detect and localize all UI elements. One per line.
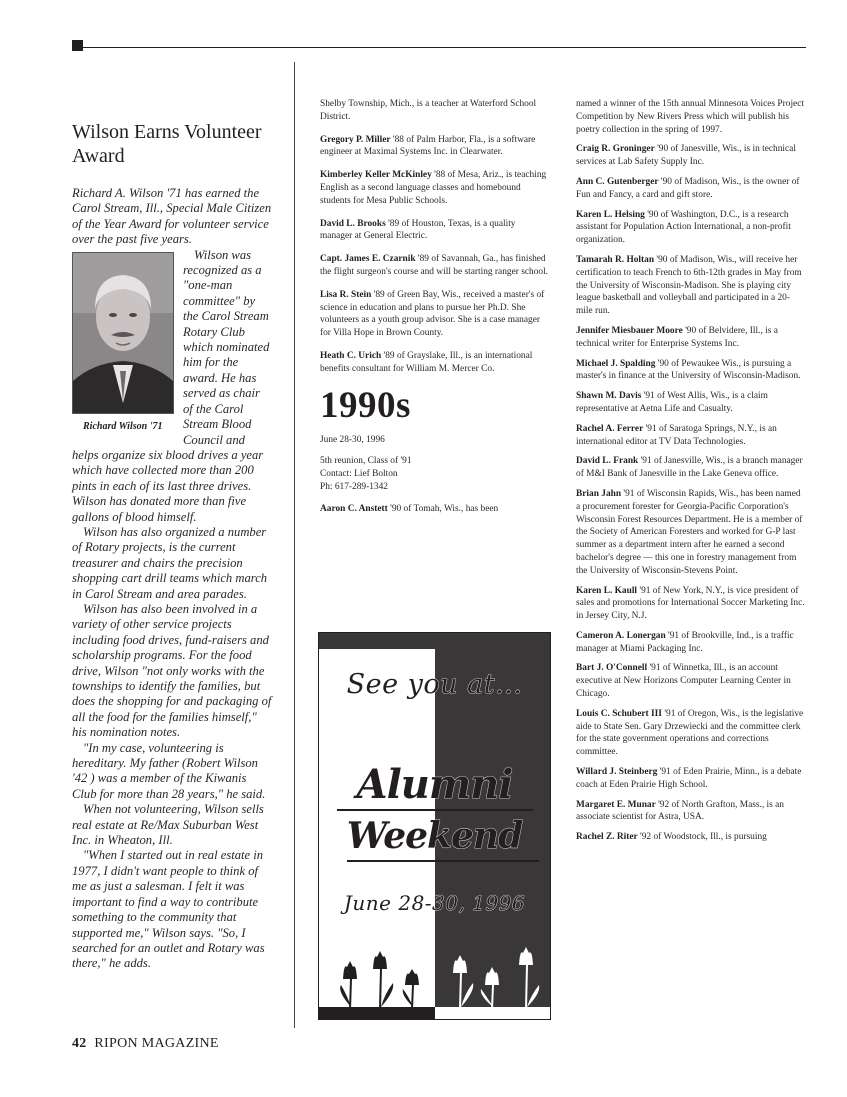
- class-note-entry: [576, 390, 806, 416]
- class-note-entry: [320, 289, 550, 340]
- note-text: '90 of Janesville, Wis., is in technical services at Lab Safety Supply Inc.: [576, 144, 796, 168]
- note-text: '91 of New York, N.Y., is vice president of sales and promotions for International Soccer Marketing Inc. in Jersey City, N.J.: [576, 585, 805, 622]
- portrait-image: [73, 253, 173, 413]
- alumnus-name: Capt. James E. Czarnik: [320, 254, 416, 265]
- reunion-dates: June 28-30, 1996: [320, 434, 385, 445]
- story-paragraph: "In my case, volunteering is hereditary. My father (Robert Wilson '42 ) was a member of the Kiwanis Club for more than 28 years," he said.: [72, 740, 266, 801]
- class-note-entry: [576, 630, 806, 656]
- top-rule-marker: [72, 40, 83, 51]
- class-note-entry: [576, 98, 806, 136]
- feature-headline: Wilson Earns Volunteer Award: [72, 121, 262, 167]
- note-text: '91 of Saratoga Springs, N.Y., is an international editor at TV Data Technologies.: [576, 423, 777, 447]
- story-paragraph: Richard A. Wilson '71 has earned the Carol Stream, Ill., Special Male Citizen of the Year Award for volunteer service over the past five years.: [72, 186, 272, 247]
- ad-corner-panel: [319, 633, 435, 649]
- class-note-entry: [576, 254, 806, 318]
- alumnus-name: Lisa R. Stein: [320, 289, 372, 300]
- feature-body: [72, 186, 272, 972]
- class-note-entry: [320, 169, 550, 207]
- alumnus-name: Shawn M. Davis: [576, 391, 642, 402]
- class-note-entry: [576, 708, 806, 759]
- class-note-entry: [320, 218, 550, 244]
- alumnus-name: Margaret E. Munar: [576, 799, 656, 810]
- class-note-entry: [576, 358, 806, 384]
- class-notes-list: [320, 503, 550, 516]
- ad-line-alumni: Alumni: [356, 761, 513, 808]
- note-text: '91 of West Allis, Wis., is a claim representative at Aetna Life and Casualty.: [576, 391, 768, 414]
- ad-line-date: June 28-30, 1996: [343, 891, 526, 915]
- page-number: 42: [72, 1036, 87, 1051]
- class-note-entry: [576, 799, 806, 825]
- class-note-entry: [576, 143, 806, 169]
- alumnus-name: Craig R. Groninger: [576, 144, 655, 155]
- story-paragraph-text: Wilson was recognized as a "one-man committee" by the Carol Stream Rotary Club which nominated him for the award. He has served as chair of the Carol Stream Blood Council and helps organize six blood drives a year which have collected more than 200 pints in each of its last three drives. Wilson has donated more than five gallons of blood himself.: [72, 247, 270, 524]
- class-note-entry: [576, 488, 806, 578]
- ad-line-see-you: See you at...: [346, 669, 523, 700]
- ad-line-weekend: Weekend: [346, 815, 523, 857]
- reunion-class: 5th reunion, Class of '91: [320, 456, 412, 467]
- story-paragraph: Wilson has also organized a number of Rotary projects, is the current treasurer and chairs the precision shopping cart drill teams which march in Carol Stream and area parades.: [72, 524, 268, 601]
- alumnus-name: Aaron C. Anstett: [320, 503, 388, 514]
- class-notes-list: [320, 98, 550, 376]
- story-paragraph: "When I started out in real estate in 1977, I didn't want people to think of me as just a salesman. I felt it was important to find a way to contribute something to the community that supported me," Wilson says. "So, I searched for an outlet and Rotary was there," he adds.: [72, 848, 265, 971]
- portrait-photo: [72, 252, 174, 414]
- note-text: '90 of Madison, Wis., will receive her certification to teach French to 6th-12th grades in May from the University of Wisconsin-Madison. She is playing city league basketball and volleyball and participated in a 20-mile run.: [576, 254, 802, 317]
- alumnus-name: Cameron A. Lonergan: [576, 630, 666, 641]
- class-note-entry: [576, 209, 806, 247]
- alumnus-name: David L. Brooks: [320, 218, 386, 229]
- ad-underline: [337, 809, 533, 811]
- class-note-entry: [320, 134, 550, 160]
- class-note-entry: [576, 585, 806, 623]
- class-note-entry: [576, 423, 806, 449]
- decade-section: [320, 386, 550, 494]
- alumnus-name: David L. Frank: [576, 456, 639, 467]
- note-text: '89 of Green Bay, Wis., received a master's of science in education and plans to pursue her Ph.D. She volunteers as a youth group advisor. She is a case manager for Villa Hope in Brown County.: [320, 289, 545, 339]
- note-text: '90 of Pewaukee Wis., is pursuing a master's in finance at the University of Wisconsin-Madison.: [576, 358, 801, 382]
- note-text: '88 of Palm Harbor, Fla., is a software engineer at Maximal Systems Inc. in Clearwater.: [320, 134, 536, 158]
- class-note-entry: [576, 176, 806, 202]
- class-note-entry: [320, 503, 550, 516]
- class-note-entry: [576, 831, 806, 844]
- alumnus-name: Kimberley Keller McKinley: [320, 170, 432, 181]
- note-text: '90 of Madison, Wis., is the owner of Fun and Fancy, a card and gift store.: [576, 176, 800, 200]
- note-text: '89 of Savannah, Ga., has finished the flight surgeon's course and will be starting ranger school.: [320, 254, 549, 277]
- class-note-entry: [320, 98, 550, 124]
- note-text: named a winner of the 15th annual Minnesota Voices Project Competition by New Rivers Press which will publish his poetry collection in the spring of 1997.: [576, 99, 804, 135]
- alumnus-name: Rachel Z. Riter: [576, 832, 638, 843]
- class-note-entry: [320, 253, 550, 279]
- reunion-phone: Ph: 617-289-1342: [320, 481, 388, 492]
- note-text: '90 of Washington, D.C., is a research assistant for Population Action International, a non-profit organization.: [576, 209, 791, 246]
- note-text: Shelby Township, Mich., is a teacher at Waterford School District.: [320, 99, 537, 122]
- alumnus-name: Gregory P. Miller: [320, 134, 391, 145]
- decade-heading: 1990s: [320, 384, 411, 426]
- note-text: '91 of Wisconsin Rapids, Wis., has been named a procurement forester for Georgia-Pacific Corporation's Wisconsin Forest Resources Department. He is a member of the Society of American Foresters and worked for G-P last summer as a department intern after he earned a second bachelor's degree — this one in forestry management from the University of Wisconsin-Stevens Point.: [576, 488, 803, 576]
- class-notes-column-2: [320, 98, 550, 526]
- alumnus-name: Tamarah R. Holtan: [576, 254, 655, 265]
- note-text: '92 of Woodstock, Ill., is pursuing: [637, 832, 767, 843]
- class-notes-column-3: [576, 98, 806, 851]
- story-paragraph: [72, 248, 272, 525]
- alumnus-name: Karen L. Helsing: [576, 209, 645, 220]
- alumnus-name: Karen L. Kaull: [576, 585, 638, 596]
- column-divider: [294, 62, 295, 1028]
- publication-name: RIPON MAGAZINE: [94, 1036, 219, 1051]
- alumnus-name: Michael J. Spalding: [576, 358, 656, 369]
- note-text: '90 of Tomah, Wis., has been: [387, 503, 499, 514]
- ad-underline: [347, 860, 539, 862]
- note-text: '89 of Houston, Texas, is a quality manager at General Electric.: [320, 218, 516, 242]
- alumni-weekend-ad: [318, 632, 551, 1020]
- story-paragraph: When not volunteering, Wilson sells real estate at Re/Max Suburban West Inc. in Wheaton, Ill.: [72, 802, 264, 848]
- feature-story: [72, 120, 272, 972]
- note-text: '91 of Janesville, Wis., is a branch manager of M&I Bank of Janesville in the Lake Geneva office.: [576, 456, 803, 480]
- alumnus-name: Brian Jahn: [576, 488, 622, 499]
- class-note-entry: [320, 350, 550, 376]
- page-footer: [72, 1036, 219, 1052]
- note-text: '91 of Eden Prairie, Minn., is a debate coach at Eden Prairie High School.: [576, 767, 802, 790]
- class-note-entry: [576, 455, 806, 481]
- alumnus-name: Ann C. Gutenberger: [576, 176, 659, 187]
- class-note-entry: [576, 766, 806, 792]
- note-text: '92 of North Grafton, Mass., is an associate scientist for Astra, USA.: [576, 799, 784, 823]
- alumnus-name: Willard J. Steinberg: [576, 767, 658, 778]
- note-text: '91 of Oregon, Wis., is the legislative aide to State Sen. Gary Drzewiecki and the committee clerk for the state government operations and corrections committee.: [576, 708, 804, 758]
- alumnus-name: Louis C. Schubert III: [576, 708, 662, 719]
- reunion-contact: Contact: Lief Bolton: [320, 469, 398, 480]
- top-rule: [72, 47, 806, 48]
- portrait-figure: [72, 252, 175, 434]
- tulips-icon: [319, 929, 550, 1019]
- portrait-caption: Richard Wilson '71: [83, 420, 163, 432]
- note-text: '91 of Brookville, Ind., is a traffic manager at Miami Packaging Inc.: [576, 630, 794, 654]
- alumnus-name: Jennifer Miesbauer Moore: [576, 325, 683, 336]
- note-text: '90 of Belvidere, Ill., is a technical writer for Enterprise Systems Inc.: [576, 325, 778, 349]
- alumnus-name: Rachel A. Ferrer: [576, 423, 644, 434]
- story-paragraph: Wilson has also been involved in a variety of other service projects including food drives, fund-raisers and scholarship programs. For the food drive, Wilson "not only works with the townships to identify the families, but does the shopping for and packaging of all the food for the families himself," his nomination notes.: [72, 601, 272, 740]
- note-text: '89 of Grayslake, Ill., is an international benefits consultant for William M. Mercer Co.: [320, 350, 533, 374]
- alumnus-name: Bart J. O'Connell: [576, 663, 648, 674]
- note-text: '88 of Mesa, Ariz., is teaching English as a second language classes and homebound students for Mesa Public Schools.: [320, 170, 547, 206]
- note-text: '91 of Winnetka, Ill., is an account executive at New Horizons Computer Learning Center in Chicago.: [576, 663, 791, 700]
- alumnus-name: Heath C. Urich: [320, 350, 382, 361]
- class-note-entry: [576, 325, 806, 351]
- class-note-entry: [576, 662, 806, 700]
- class-notes-list: [576, 98, 806, 844]
